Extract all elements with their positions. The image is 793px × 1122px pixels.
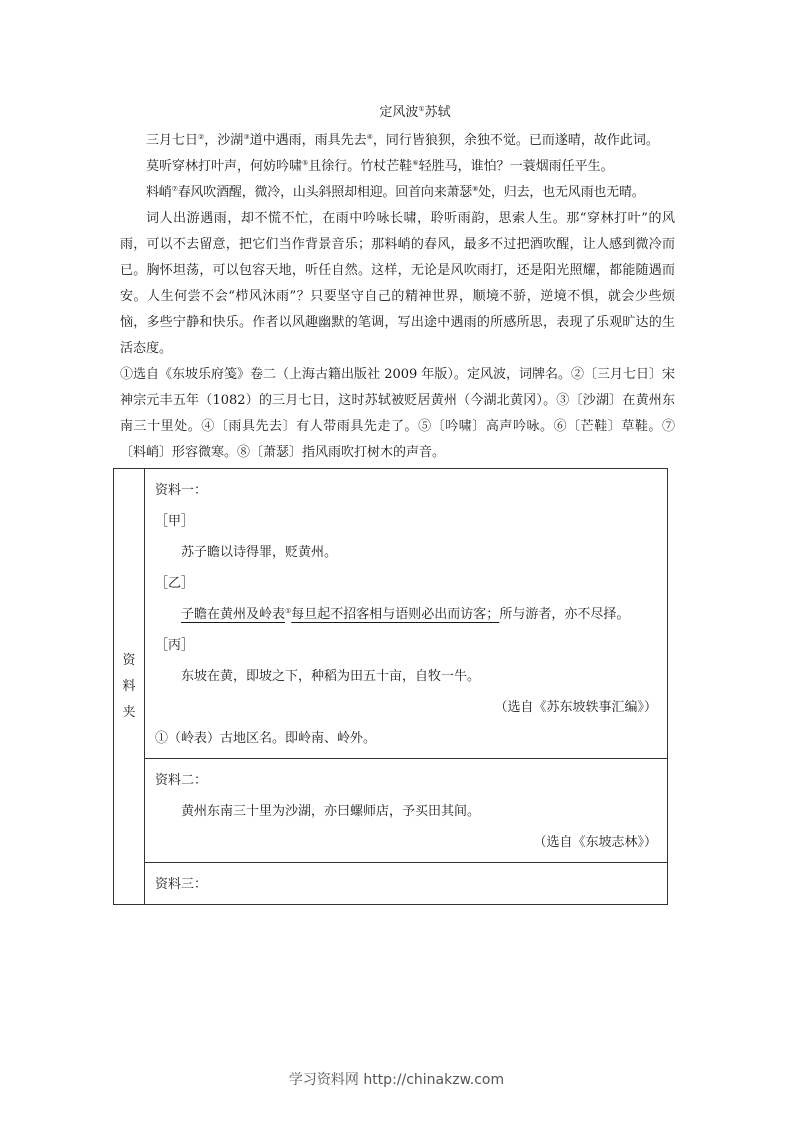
material-one-footnote: ①（岭表）古地区名。即岭南、岭外。 — [155, 731, 377, 746]
folder-side-label — [114, 469, 145, 905]
excerpt-label-bing: ［丙］ — [155, 638, 195, 653]
material-folder-table — [113, 468, 668, 905]
underlined-phrase-2: 每旦起不招客相与语则必出而访客； — [291, 607, 500, 622]
note-mark: ⑤ — [302, 159, 309, 167]
verse-text: 春风吹酒醒，微冷，山头斜照却相迎。回首向来萧瑟 — [177, 185, 473, 200]
commentary-paragraph: 词人出游遇雨，却不慌不忙，在雨中吟咏长啸，聆听雨韵，思索人生。那“穿林打叶”的风雨，可以不去留意，把它们当作背景音乐；那料峭的春风，最多不过把酒吹醒，让人感到微冷而已。胸怀坦荡，可以包容天地，听任自然。这样，无论是风吹雨打，还是阳光照耀，都能随遇而安。人生何尝不会“栉风沐雨”？只要坚守自己的精神世界，顺境不骄，逆境不惧，就会少些烦恼，多些宁静和快乐。作者以风趣幽默的笔调，写出途中遇雨的所感所思，表现了乐观旷达的生活态度。 — [120, 211, 675, 356]
excerpt-label-yi: ［乙］ — [155, 576, 195, 591]
excerpt-yi-rest: 所与游者，亦不尽择。 — [499, 607, 630, 622]
underlined-phrase-1: 子瞻在黄州及岭表 — [181, 607, 286, 622]
title-note-mark: ① — [418, 105, 425, 113]
side-char: 料 — [122, 678, 136, 694]
excerpt-jia-text: 苏子瞻以诗得罪，贬黄州。 — [181, 545, 338, 560]
side-char: 夹 — [122, 704, 136, 720]
verse-text: 轻胜马，谁怕？一蓑烟雨任平生。 — [418, 159, 614, 174]
preface-text: 道中遇雨，雨具先去 — [249, 133, 367, 148]
preface-text: ，沙湖 — [204, 133, 244, 148]
material-three-heading: 资料三： — [155, 877, 208, 892]
verse-text: 且徐行。竹杖芒鞋 — [308, 159, 413, 174]
material-one-source: （选自《苏东坡轶事汇编》） — [494, 700, 657, 715]
material-two-source: （选自《东坡志林》） — [533, 835, 657, 850]
verse-text: 处，归去，也无风雨也无晴。 — [478, 185, 645, 200]
verse-text: 料峭 — [146, 185, 172, 200]
preface-text: ，同行皆狼狈，余独不觉。已而遂晴，故作此词。 — [372, 133, 659, 148]
material-one-heading: 资料一： — [155, 483, 208, 498]
site-footer: 学习资料网 http://chinakzw.com — [288, 1072, 505, 1088]
verse-line-2 — [120, 180, 675, 206]
poem-title — [155, 98, 675, 128]
footnotes: ①选自《东坡乐府笺》卷二（上海古籍出版社 2009 年版）。定风波，词牌名。②〔三月七日〕宋神宗元丰五年（1082）的三月七日，这时苏轼被贬居黄州（今湖北黄冈）。③〔沙湖〕在黄州东南三十里处。④〔雨具先去〕有人带雨具先走了。⑤〔吟啸〕高声吟咏。⑥〔芒鞋〕草鞋。⑦〔料峭〕形容微寒。⑧〔萧瑟〕指风雨吹打树木的声音。 — [120, 367, 675, 460]
note-mark: ① — [285, 607, 292, 615]
title-author: 苏轼 — [424, 105, 451, 120]
material-two-heading: 资料二： — [155, 773, 208, 788]
side-char: 资 — [122, 652, 136, 668]
excerpt-yi-text — [155, 599, 657, 630]
preface-paragraph — [120, 128, 675, 154]
verse-line-1 — [120, 154, 675, 180]
excerpt-bing-text: 东坡在黄，即坡之下，种稻为田五十亩，自牧一牛。 — [181, 669, 481, 684]
document-page — [120, 98, 675, 905]
preface-text: 三月七日 — [146, 133, 199, 148]
material-two — [145, 759, 668, 863]
note-mark: ④ — [366, 133, 373, 141]
material-one — [145, 469, 668, 759]
note-mark: ② — [198, 133, 205, 141]
excerpt-label-jia: ［甲］ — [155, 514, 195, 529]
material-three — [145, 863, 668, 905]
note-mark: ⑥ — [412, 159, 419, 167]
verse-text: 莫听穿林打叶声，何妨吟啸 — [146, 159, 303, 174]
title-text: 定风波 — [379, 105, 419, 120]
note-mark: ⑦ — [171, 185, 178, 193]
note-mark: ⑧ — [472, 185, 479, 193]
material-two-text: 黄州东南三十里为沙湖，亦曰螺师店，予买田其间。 — [181, 804, 481, 819]
note-mark: ③ — [243, 133, 250, 141]
